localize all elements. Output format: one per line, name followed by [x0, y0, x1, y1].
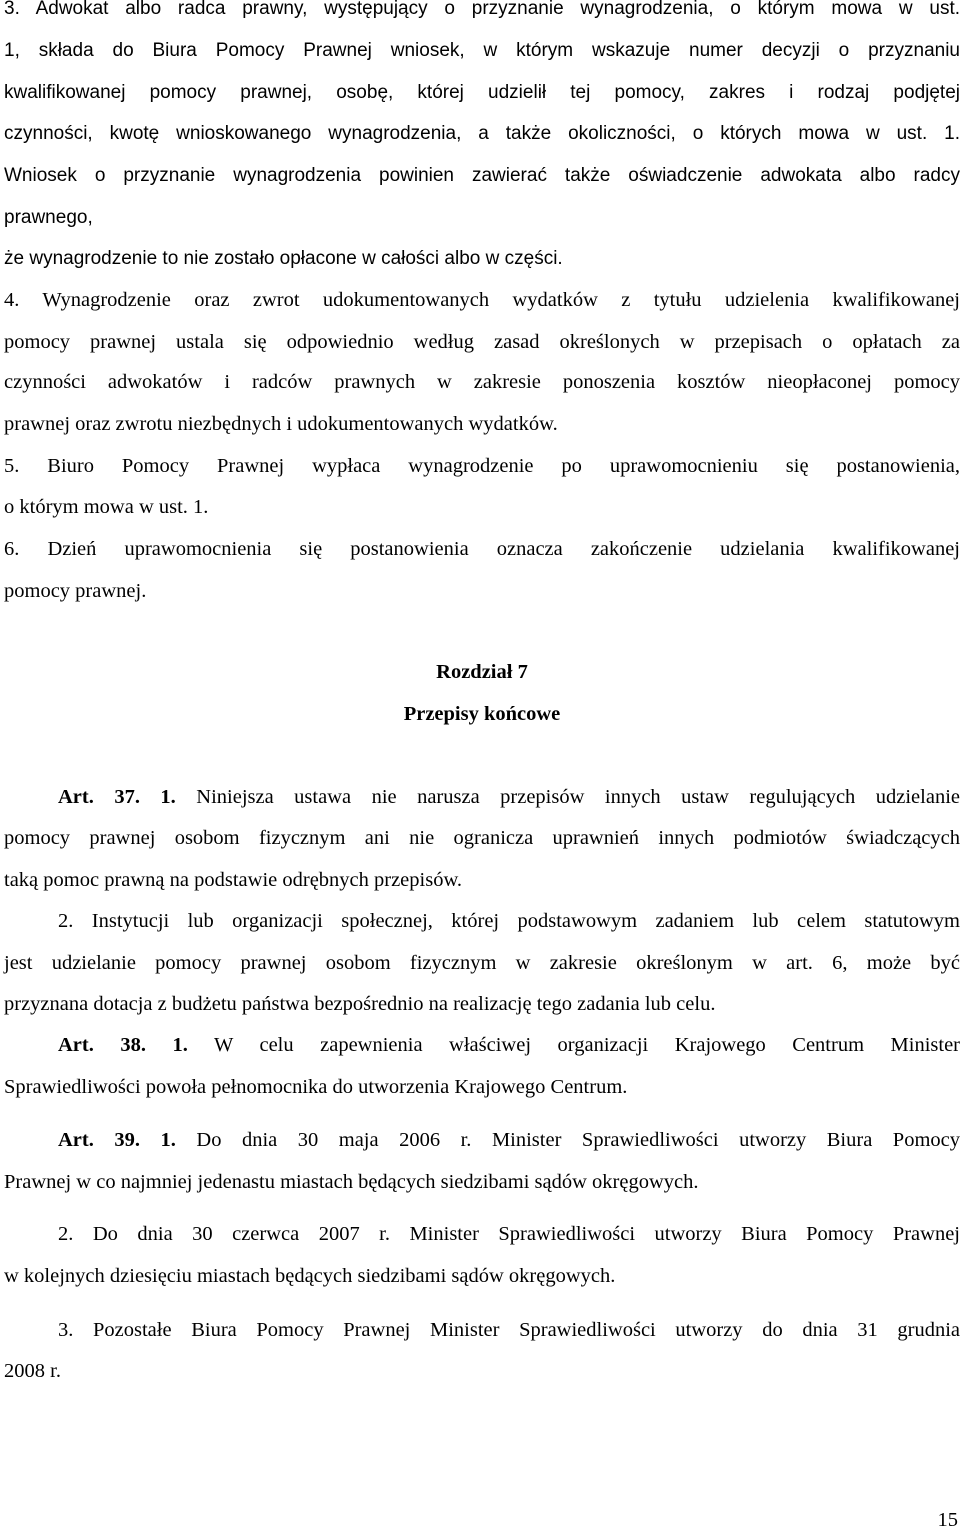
text-line: Wniosek o przyznanie wynagrodzenia powinien zawierać także oświadczenie adwokata albo radcy [4, 165, 960, 186]
article-38-heading: Art. 38. 1. [58, 1034, 188, 1056]
text-line: 6. Dzień uprawomocnienia się postanowienia oznacza zakończenie udzielania kwalifikowanej [4, 538, 960, 560]
text-line: 4. Wynagrodzenie oraz zwrot udokumentowanych wydatków z tytułu udzielenia kwalifikowanej [4, 289, 960, 311]
text-line: 3. Pozostałe Biura Pomocy Prawnej Minister Sprawiedliwości utworzy do dnia 31 grudnia [58, 1319, 960, 1341]
article-text: W celu zapewnienia właściwej organizacji Krajowego Centrum Minister [214, 1034, 960, 1056]
article-37-heading: Art. 37. 1. [58, 786, 176, 808]
article-38-line [58, 1033, 960, 1057]
article-37-line [58, 785, 960, 809]
text-line: 2. Instytucji lub organizacji społecznej, której podstawowym zadaniem lub celem statutowym [58, 910, 960, 932]
text-line: że wynagrodzenie to nie zostało opłacone w całości albo w części. [4, 248, 563, 269]
text-line: kwalifikowanej pomocy prawnej, osobę, której udzielił tej pomocy, zakres i rodzaj podjętej [4, 82, 960, 103]
text-line: 5. Biuro Pomocy Prawnej wypłaca wynagrodzenie po uprawomocnieniu się postanowienia, [4, 455, 960, 477]
text-line: przyznana dotacja z budżetu państwa bezpośrednio na realizację tego zadania lub celu. [4, 993, 716, 1015]
text-line: w kolejnych dziesięciu miastach będących siedzibami sądów okręgowych. [4, 1265, 616, 1287]
article-39-line [58, 1128, 960, 1152]
text-line: 3. Adwokat albo radca prawny, występujący o przyznanie wynagrodzenia, o którym mowa w ust. [4, 0, 960, 19]
chapter-heading: Rozdział 7 [436, 661, 528, 683]
article-39-heading: Art. 39. 1. [58, 1129, 176, 1151]
text-line: prawnego, [4, 207, 93, 228]
page-number: 15 [937, 1509, 958, 1531]
text-line: jest udzielanie pomocy prawnej osobom fizycznym w zakresie określonym w art. 6, może być [4, 952, 960, 974]
text-line: pomocy prawnej ustala się odpowiednio według zasad określonych w przepisach o opłatach za [4, 331, 960, 353]
text-line: czynności adwokatów i radców prawnych w zakresie ponoszenia kosztów nieopłaconej pomocy [4, 371, 960, 393]
chapter-title: Przepisy końcowe [403, 703, 561, 725]
text-line: 2008 r. [4, 1360, 61, 1382]
text-line: pomocy prawnej osobom fizycznym ani nie ogranicza uprawnień innych podmiotów świadczących [4, 827, 960, 849]
text-line: Sprawiedliwości powoła pełnomocnika do utworzenia Krajowego Centrum. [4, 1076, 628, 1098]
text-line: o którym mowa w ust. 1. [4, 496, 209, 518]
text-line: pomocy prawnej. [4, 580, 147, 602]
text-line: taką pomoc prawną na podstawie odrębnych przepisów. [4, 869, 463, 891]
text-line: 1, składa do Biura Pomocy Prawnej wniosek, w którym wskazuje numer decyzji o przyznaniu [4, 40, 960, 61]
text-line: 2. Do dnia 30 czerwca 2007 r. Minister Sprawiedliwości utworzy Biura Pomocy Prawnej [58, 1223, 960, 1245]
article-text: Niniejsza ustawa nie narusza przepisów innych ustaw regulujących udzielanie [196, 786, 960, 808]
article-text: Do dnia 30 maja 2006 r. Minister Sprawiedliwości utworzy Biura Pomocy [196, 1129, 960, 1151]
text-line: czynności, kwotę wnioskowanego wynagrodzenia, a także okoliczności, o których mowa w ust. 1. [4, 123, 960, 144]
text-line: Prawnej w co najmniej jedenastu miastach będących siedzibami sądów okręgowych. [4, 1171, 699, 1193]
text-line: prawnej oraz zwrotu niezbędnych i udokumentowanych wydatków. [4, 413, 558, 435]
